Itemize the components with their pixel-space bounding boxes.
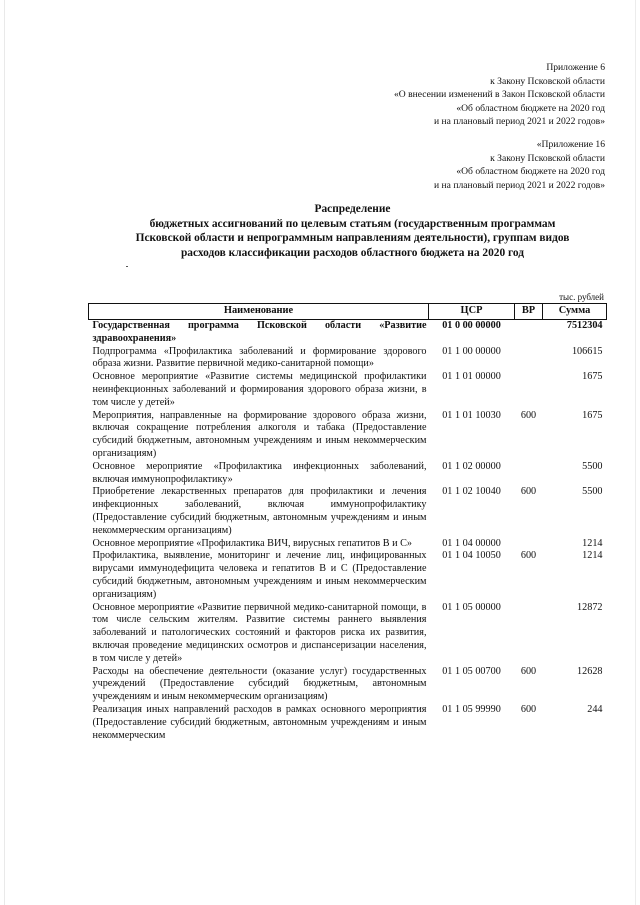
csr-cell: 01 1 01 10030	[442, 409, 501, 421]
csr-cell: 01 1 04 00000	[442, 537, 501, 549]
csr-cell: 01 0 00 00000	[442, 320, 501, 331]
title-line: Распределение	[314, 203, 391, 215]
sum-cell: 12872	[577, 601, 603, 613]
appendix-line: «Приложение 16	[536, 139, 605, 150]
units-label: тыс. рублей	[559, 292, 604, 302]
table-row	[89, 550, 607, 601]
csr-cell: 01 1 05 99990	[442, 703, 501, 715]
appendix-line: Приложение 6	[546, 62, 605, 73]
vr-cell: 600	[520, 486, 537, 498]
vr-cell	[515, 346, 543, 372]
sum-cell: 1675	[582, 371, 603, 383]
table-row	[89, 602, 607, 666]
vr-cell: 600	[520, 409, 537, 421]
sum-cell: 5500	[582, 486, 603, 498]
title-line: расходов классификации расходов областного бюджета на 2020 год	[180, 246, 525, 259]
table-row	[89, 666, 607, 704]
budget-table	[88, 303, 607, 742]
csr-cell: 01 1 00 00000	[442, 345, 501, 357]
appendix-line: к Закону Псковской области	[490, 75, 605, 87]
name-cell: Мероприятия, направленные на формирование здорового образа жизни, включая сокращение потребления алкоголя и табака (Предоставление субсидий бюджетным, автономным учреждениям и иным некоммерческим организациям)	[92, 409, 427, 459]
scan-edge-left	[4, 0, 5, 905]
vr-cell	[515, 371, 543, 409]
csr-cell: 01 1 02 00000	[442, 460, 501, 472]
column-header-name: Наименование	[89, 304, 429, 320]
sum-cell: 1214	[582, 550, 603, 562]
table-row	[89, 410, 607, 461]
scan-edge-right	[635, 0, 636, 905]
column-header-sum: Сумма	[543, 304, 607, 320]
csr-cell: 01 1 04 10050	[442, 550, 501, 562]
appendix-line: «О внесении изменений в Закон Псковской области	[394, 89, 605, 101]
name-cell: Основное мероприятие «Развитие первичной медико-санитарной помощи, в том числе сельским жителям. Развитие системы раннего выявления заболеваний и патологических состояний и факторов риска их развития, включая проведение медицинских осмотров и диспансеризации населения, в том числе у детей»	[92, 601, 427, 664]
appendix-line: «Об областном бюджете на 2020 год	[456, 166, 605, 178]
appendix-16-header	[434, 138, 605, 192]
name-cell: Реализация иных направлений расходов в рамках основного мероприятия (Предоставление субсидий бюджетным, автономным учреждениям и иным некоммерческим	[92, 703, 427, 741]
sum-cell: 1675	[582, 409, 603, 421]
sum-cell: 7512304	[566, 320, 603, 331]
vr-cell	[515, 538, 543, 551]
table-row	[89, 486, 607, 537]
name-cell: Расходы на обеспечение деятельности (оказание услуг) государственных учреждений (Предоставление субсидий бюджетным, автономным учреждениям и иным некоммерческим организациям)	[92, 665, 427, 703]
column-header-csr: ЦСР	[429, 304, 515, 320]
csr-cell: 01 1 02 10040	[442, 486, 501, 498]
name-cell: Государственная программа Псковской области «Развитие здравоохранения»	[92, 320, 427, 344]
table-row	[89, 346, 607, 372]
name-cell: Основное мероприятие «Профилактика инфекционных заболеваний, включая иммунопрофилактику»	[92, 460, 427, 485]
appendix-line: и на плановый период 2021 и 2022 годов»	[434, 116, 605, 128]
appendix-line: «Об областном бюджете на 2020 год	[456, 102, 605, 114]
appendix-line: к Закону Псковской области	[490, 152, 605, 164]
table-row	[89, 538, 607, 551]
vr-cell	[515, 602, 543, 666]
appendix-6-header	[394, 61, 605, 129]
name-cell: Основное мероприятие «Профилактика ВИЧ, вирусных гепатитов В и С»	[92, 537, 412, 549]
csr-cell: 01 1 05 00000	[442, 601, 501, 613]
name-cell: Подпрограмма «Профилактика заболеваний и формирование здорового образа жизни. Развитие первичной медико-санитарной помощи»	[92, 345, 427, 370]
scan-speck	[126, 266, 128, 267]
table-row	[89, 461, 607, 487]
csr-cell: 01 1 01 00000	[442, 371, 501, 383]
table-header-row	[89, 304, 607, 320]
name-cell: Основное мероприятие «Развитие системы медицинской профилактики неинфекционных заболеваний и формирования здорового образа жизни, в том числе у детей»	[92, 371, 427, 408]
vr-cell: 600	[520, 665, 537, 677]
sum-cell: 12628	[577, 665, 603, 677]
sum-cell: 1214	[582, 537, 603, 549]
sum-cell: 244	[587, 703, 603, 715]
vr-cell: 600	[520, 703, 537, 715]
table-row	[89, 371, 607, 409]
appendix-line: и на плановый период 2021 и 2022 годов»	[434, 179, 605, 191]
column-header-vr: ВР	[515, 304, 543, 320]
sum-cell: 106615	[571, 345, 603, 357]
name-cell: Приобретение лекарственных препаратов для профилактики и лечения инфекционных заболеваний, включая иммунопрофилактику (Предоставление субсидий бюджетным, автономным учреждениям и иным некоммерческим организациям)	[92, 486, 427, 536]
title-line: бюджетных ассигнований по целевым статьям (государственным программам	[149, 217, 556, 230]
document-title	[70, 202, 635, 260]
table-row	[89, 320, 607, 346]
csr-cell: 01 1 05 00700	[442, 665, 501, 677]
vr-cell	[515, 461, 543, 487]
sum-cell: 5500	[582, 460, 603, 472]
name-cell: Профилактика, выявление, мониторинг и лечение лиц, инфицированных вирусами иммунодефицита человека и гепатитов В и С (Предоставление субсидий бюджетным, автономным учреждениям и иным некоммерческим организациям)	[92, 550, 427, 600]
title-line: Псковской области и непрограммным направлениям деятельности), группам видов	[135, 232, 570, 245]
table-row	[89, 704, 607, 742]
vr-cell: 600	[520, 550, 537, 562]
vr-cell	[515, 320, 543, 346]
